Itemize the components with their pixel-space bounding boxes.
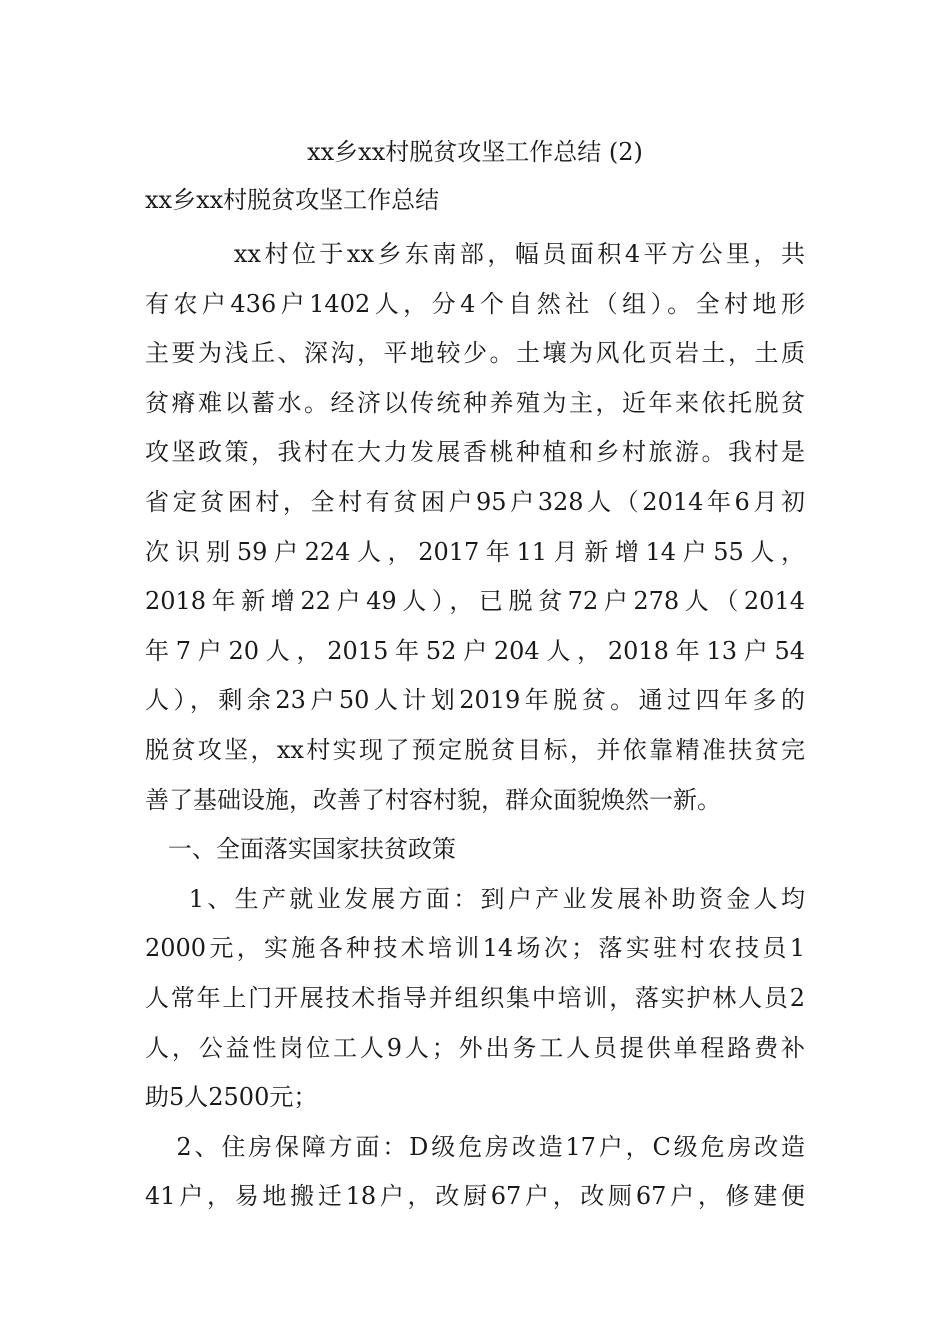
text-line: 脱贫攻坚，xx村实现了预定脱贫目标，并依靠精准扶贫完 <box>145 735 805 764</box>
text-line: 41户，易地搬迁18户，改厨67户，改厕67户，修建便 <box>145 1182 805 1211</box>
text-line: 2、住房保障方面：D级危房改造17户，C级危房改造 <box>145 1132 805 1161</box>
text-line: 省定贫困村，全村有贫困户95户328人（2014年6月初 <box>145 487 805 516</box>
section-heading <box>145 825 805 875</box>
text-line: 有农户436户1402人，分4个自然社（组）。全村地形 <box>145 289 805 318</box>
section-1-heading: 一、全面落实国家扶贫政策 <box>145 835 456 864</box>
text-line: 人常年上门开展技术指导并组织集中培训，落实护林人员2 <box>145 983 805 1012</box>
item-2-paragraph <box>145 1123 805 1222</box>
text-line: 善了基础设施，改善了村容村貌，群众面貌焕然一新。 <box>145 785 721 814</box>
text-line: 2000元，实施各种技术培训14场次；落实驻村农技员1 <box>145 934 805 963</box>
document-subtitle: xx乡xx村脱贫攻坚工作总结 <box>145 186 440 214</box>
text-line: xx村位于xx乡东南部，幅员面积4平方公里，共 <box>145 240 805 268</box>
document-body <box>145 230 805 1222</box>
text-line: 人），剩余23户50人计划2019年脱贫。通过四年多的 <box>145 686 805 715</box>
text-line: 1、生产就业发展方面：到户产业发展补助资金人均 <box>145 884 805 913</box>
document-title: xx乡xx村脱贫攻坚工作总结 (2) <box>307 138 643 166</box>
text-line: 主要为浅丘、深沟，平地较少。土壤为风化页岩土，土质 <box>145 339 805 368</box>
text-line: 次识别59户224人，2017年11月新增14户55人， <box>145 537 805 566</box>
text-line: 攻坚政策，我村在大力发展香桃种植和乡村旅游。我村是 <box>145 438 805 467</box>
text-line: 贫瘠难以蓄水。经济以传统种养殖为主，近年来依托脱贫 <box>145 388 805 417</box>
item-1-paragraph <box>145 875 805 1123</box>
text-line: 2018年新增22户49人），已脱贫72户278人（2014 <box>145 587 805 616</box>
text-line: 年7户20人，2015年52户204人，2018年13户54 <box>145 636 805 665</box>
text-line: 人，公益性岗位工人9人；外出务工人员提供单程路费补 <box>145 1033 805 1062</box>
text-line: 助5人2500元； <box>145 1083 318 1112</box>
intro-paragraph <box>145 230 805 825</box>
